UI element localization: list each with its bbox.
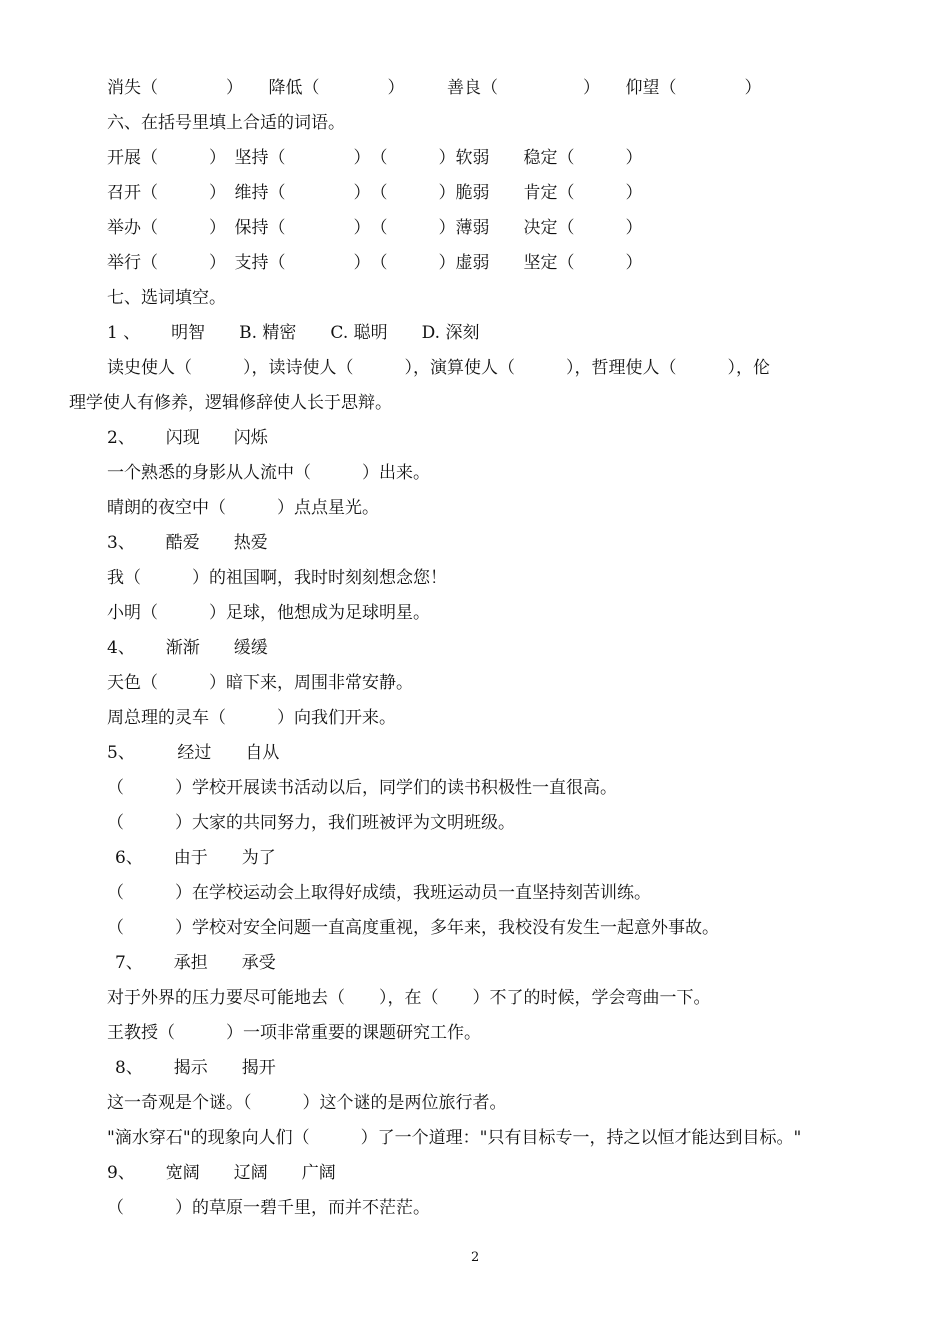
text-line: （ ）大家的共同努力，我们班被评为文明班级。 <box>107 813 515 833</box>
question-number: 1 、 明智 B. 精密 C. 聪明 D. 深刻 <box>107 323 480 343</box>
text-line: 举办（ ） 保持（ ） （ ）薄弱 决定（ ） <box>107 218 643 238</box>
question-number: 2、 闪现 闪烁 <box>107 428 268 448</box>
page-number: 2 <box>471 1250 480 1265</box>
text-line: 举行（ ） 支持（ ） （ ）虚弱 坚定（ ） <box>107 253 643 273</box>
text-line: 一个熟悉的身影从人流中（ ）出来。 <box>107 463 430 483</box>
text-line: 晴朗的夜空中（ ）点点星光。 <box>107 498 379 518</box>
question-number: 8、 揭示 揭开 <box>115 1058 276 1078</box>
text-line: 消失（ ） 降低（ ） 善良（ ） 仰望（ ） <box>107 78 762 98</box>
text-line: 对于外界的压力要尽可能地去（ ），在（ ）不了的时候，学会弯曲一下。 <box>107 988 711 1008</box>
text-line: （ ）学校开展读书活动以后，同学们的读书积极性一直很高。 <box>107 778 617 798</box>
text-line: 读史使人（ ），读诗使人（ ），演算使人（ ），哲理使人（ ），伦 <box>107 358 770 378</box>
text-line: 召开（ ） 维持（ ） （ ）脆弱 肯定（ ） <box>107 183 643 203</box>
text-line: 我（ ）的祖国啊，我时时刻刻想念您！ <box>107 568 447 588</box>
text-line: 这一奇观是个谜。（ ）这个谜的是两位旅行者。 <box>107 1093 507 1113</box>
question-number: 9、 宽阔 辽阔 广阔 <box>107 1163 336 1183</box>
question-number: 5、 经过 自从 <box>107 743 280 763</box>
question-number: 3、 酷爱 热爱 <box>107 533 268 553</box>
text-line: （ ）的草原一碧千里，而并不茫茫。 <box>107 1198 430 1218</box>
question-number: 6、 由于 为了 <box>115 848 276 868</box>
question-number: 7、 承担 承受 <box>115 953 276 973</box>
question-number: 4、 渐渐 缓缓 <box>107 638 268 658</box>
text-line: 王教授（ ）一项非常重要的课题研究工作。 <box>107 1023 481 1043</box>
text-line: 周总理的灵车（ ）向我们开来。 <box>107 708 396 728</box>
text-line: 开展（ ） 坚持（ ） （ ）软弱 稳定（ ） <box>107 148 643 168</box>
section-heading: 七、选词填空。 <box>107 288 226 308</box>
section-heading: 六、在括号里填上合适的词语。 <box>107 113 345 133</box>
text-line: 小明（ ）足球，他想成为足球明星。 <box>107 603 430 623</box>
text-line: "滴水穿石"的现象向人们（ ）了一个道理："只有目标专一，持之以恒才能达到目标。" <box>107 1128 802 1148</box>
text-line: （ ）学校对安全问题一直高度重视，多年来，我校没有发生一起意外事故。 <box>107 918 719 938</box>
text-line: 天色（ ）暗下来，周围非常安静。 <box>107 673 413 693</box>
text-line: 理学使人有修养，逻辑修辞使人长于思辩。 <box>69 393 392 413</box>
text-line: （ ）在学校运动会上取得好成绩，我班运动员一直坚持刻苦训练。 <box>107 883 651 903</box>
